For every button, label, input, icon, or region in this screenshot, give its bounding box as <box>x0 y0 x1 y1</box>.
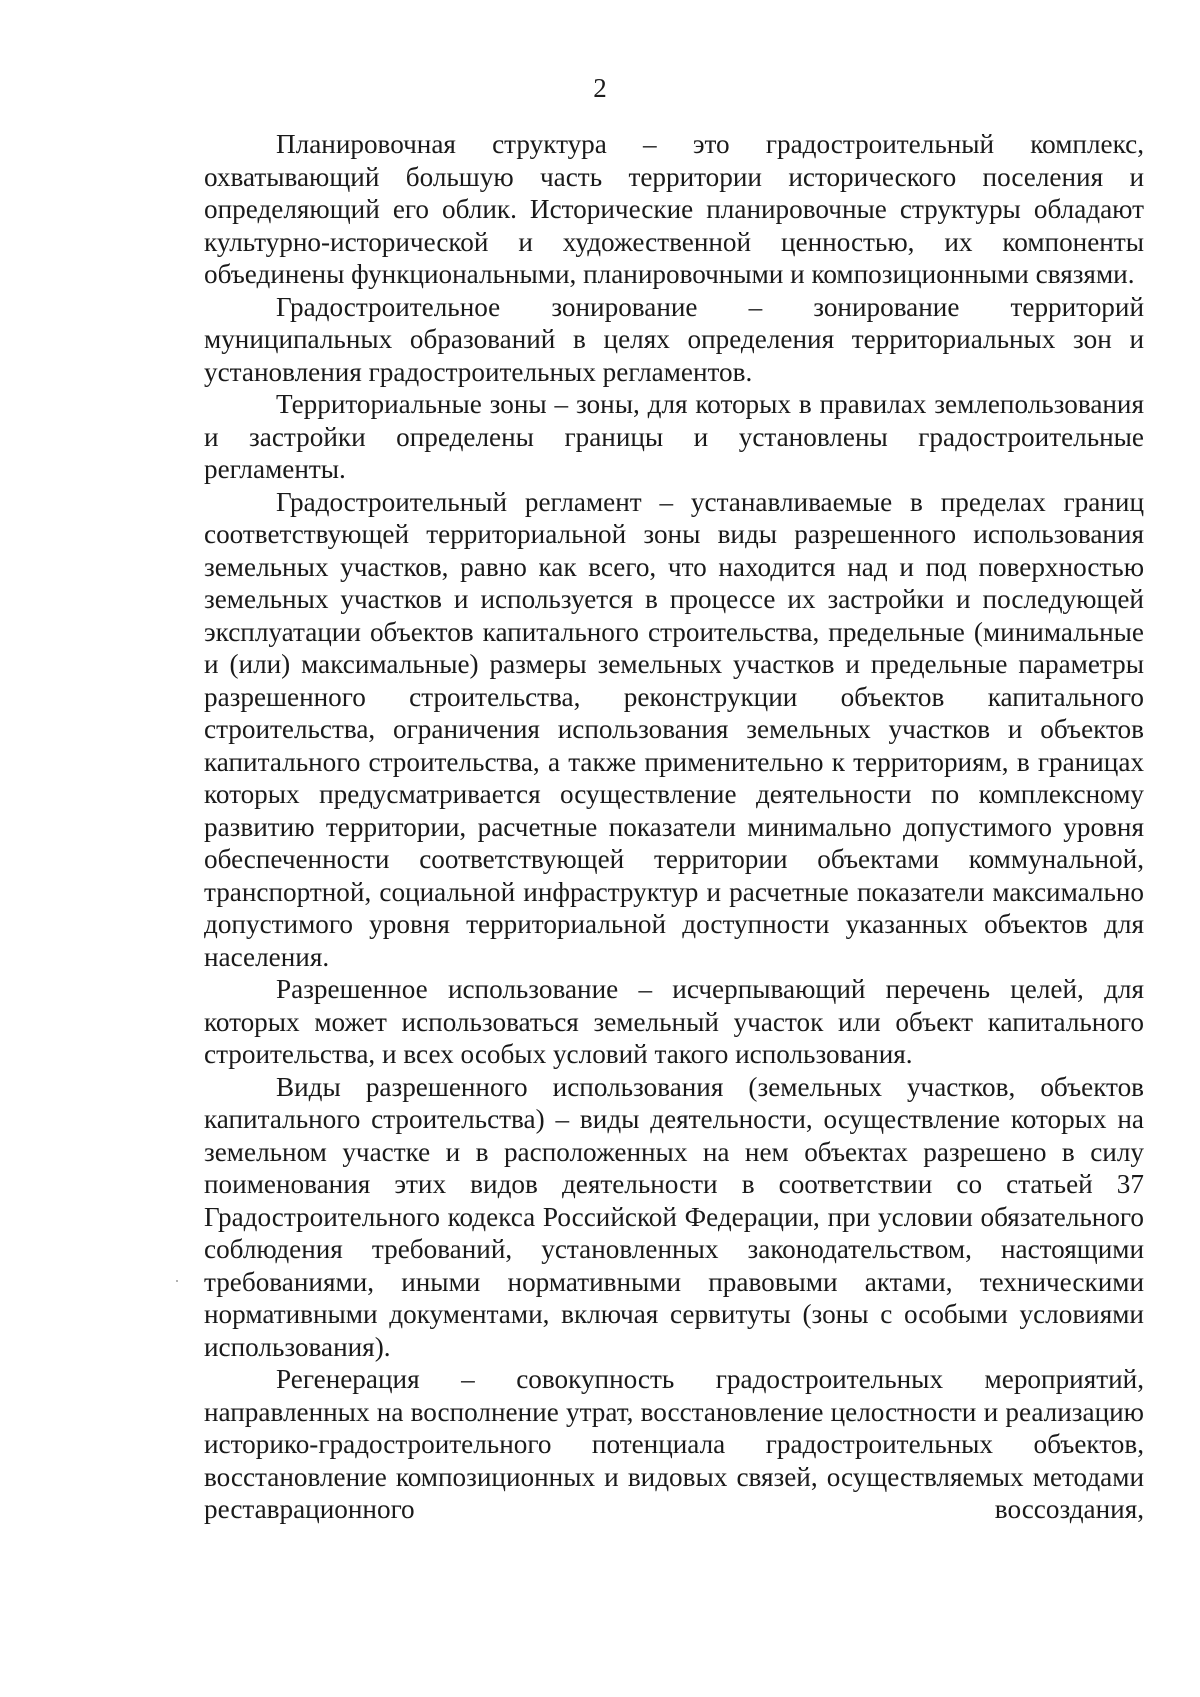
paragraph-planning-structure: Планировочная структура – это градостроительный комплекс, охватывающий большую часть территории исторического поселения и определяющий его облик. Исторические планировочные структуры обладают культурно-исторической и художественной ценностью, их компоненты объединены функциональными, планировочными и композиционными связями. <box>204 129 1144 289</box>
paragraph-urban-regulation: Градостроительный регламент – устанавливаемые в пределах границ соответствующей территориальной зоны виды разрешенного использования земельных участков, равно как всего, что находится над и под поверхностью земельных участков и используется в процессе их застройки и последующей эксплуатации объектов капитального строительства, предельные (минимальные и (или) максимальные) размеры земельных участков и предельные параметры разрешенного строительства, реконструкции объектов капитального строительства, ограничения использования земельных участков и объектов капитального строительства, а также применительно к территориям, в границах которых предусматривается осуществление деятельности по комплексному развитию территории, расчетные показатели минимально допустимого уровня обеспеченности соответствующей территории объектами коммунальной, транспортной, социальной инфраструктур и расчетные показатели максимально допустимого уровня территориальной доступности указанных объектов для населения. <box>204 486 1144 972</box>
paragraph-urban-zoning: Градостроительное зонирование – зонирование территорий муниципальных образований в целях определения территориальных зон и установления градостроительных регламентов. <box>204 291 1144 387</box>
document-body <box>204 128 1144 1526</box>
paragraph-regeneration: Регенерация – совокупность градостроительных мероприятий, направленных на восполнение утрат, восстановление целостности и реализацию историко-градостроительного потенциала градостроительных объектов, восстановление композиционных и видовых связей, осуществляемых методами реставрационного воссоздания, <box>204 1364 1144 1524</box>
scan-speck <box>176 1280 178 1282</box>
paragraph-territorial-zones: Территориальные зоны – зоны, для которых в правилах землепользования и застройки определены границы и установлены градостроительные регламенты. <box>204 389 1144 484</box>
page-number: 2 <box>593 73 607 103</box>
paragraph-permitted-use: Разрешенное использование – исчерпывающий перечень целей, для которых может использоваться земельный участок или объект капитального строительства, и всех особых условий такого использования. <box>204 974 1144 1069</box>
paragraph-permitted-use-types: Виды разрешенного использования (земельных участков, объектов капитального строительства) – виды деятельности, осуществление которых на земельном участке и в расположенных на нем объектах разрешено в силу поименования этих видов деятельности в соответствии со статьей 37 Градостроительного кодекса Российской Федерации, при условии обязательного соблюдения требований, установленных законодательством, настоящими требованиями, иными нормативными правовыми актами, техническими нормативными документами, включая сервитуты (зоны с особыми условиями использования). <box>204 1071 1144 1362</box>
